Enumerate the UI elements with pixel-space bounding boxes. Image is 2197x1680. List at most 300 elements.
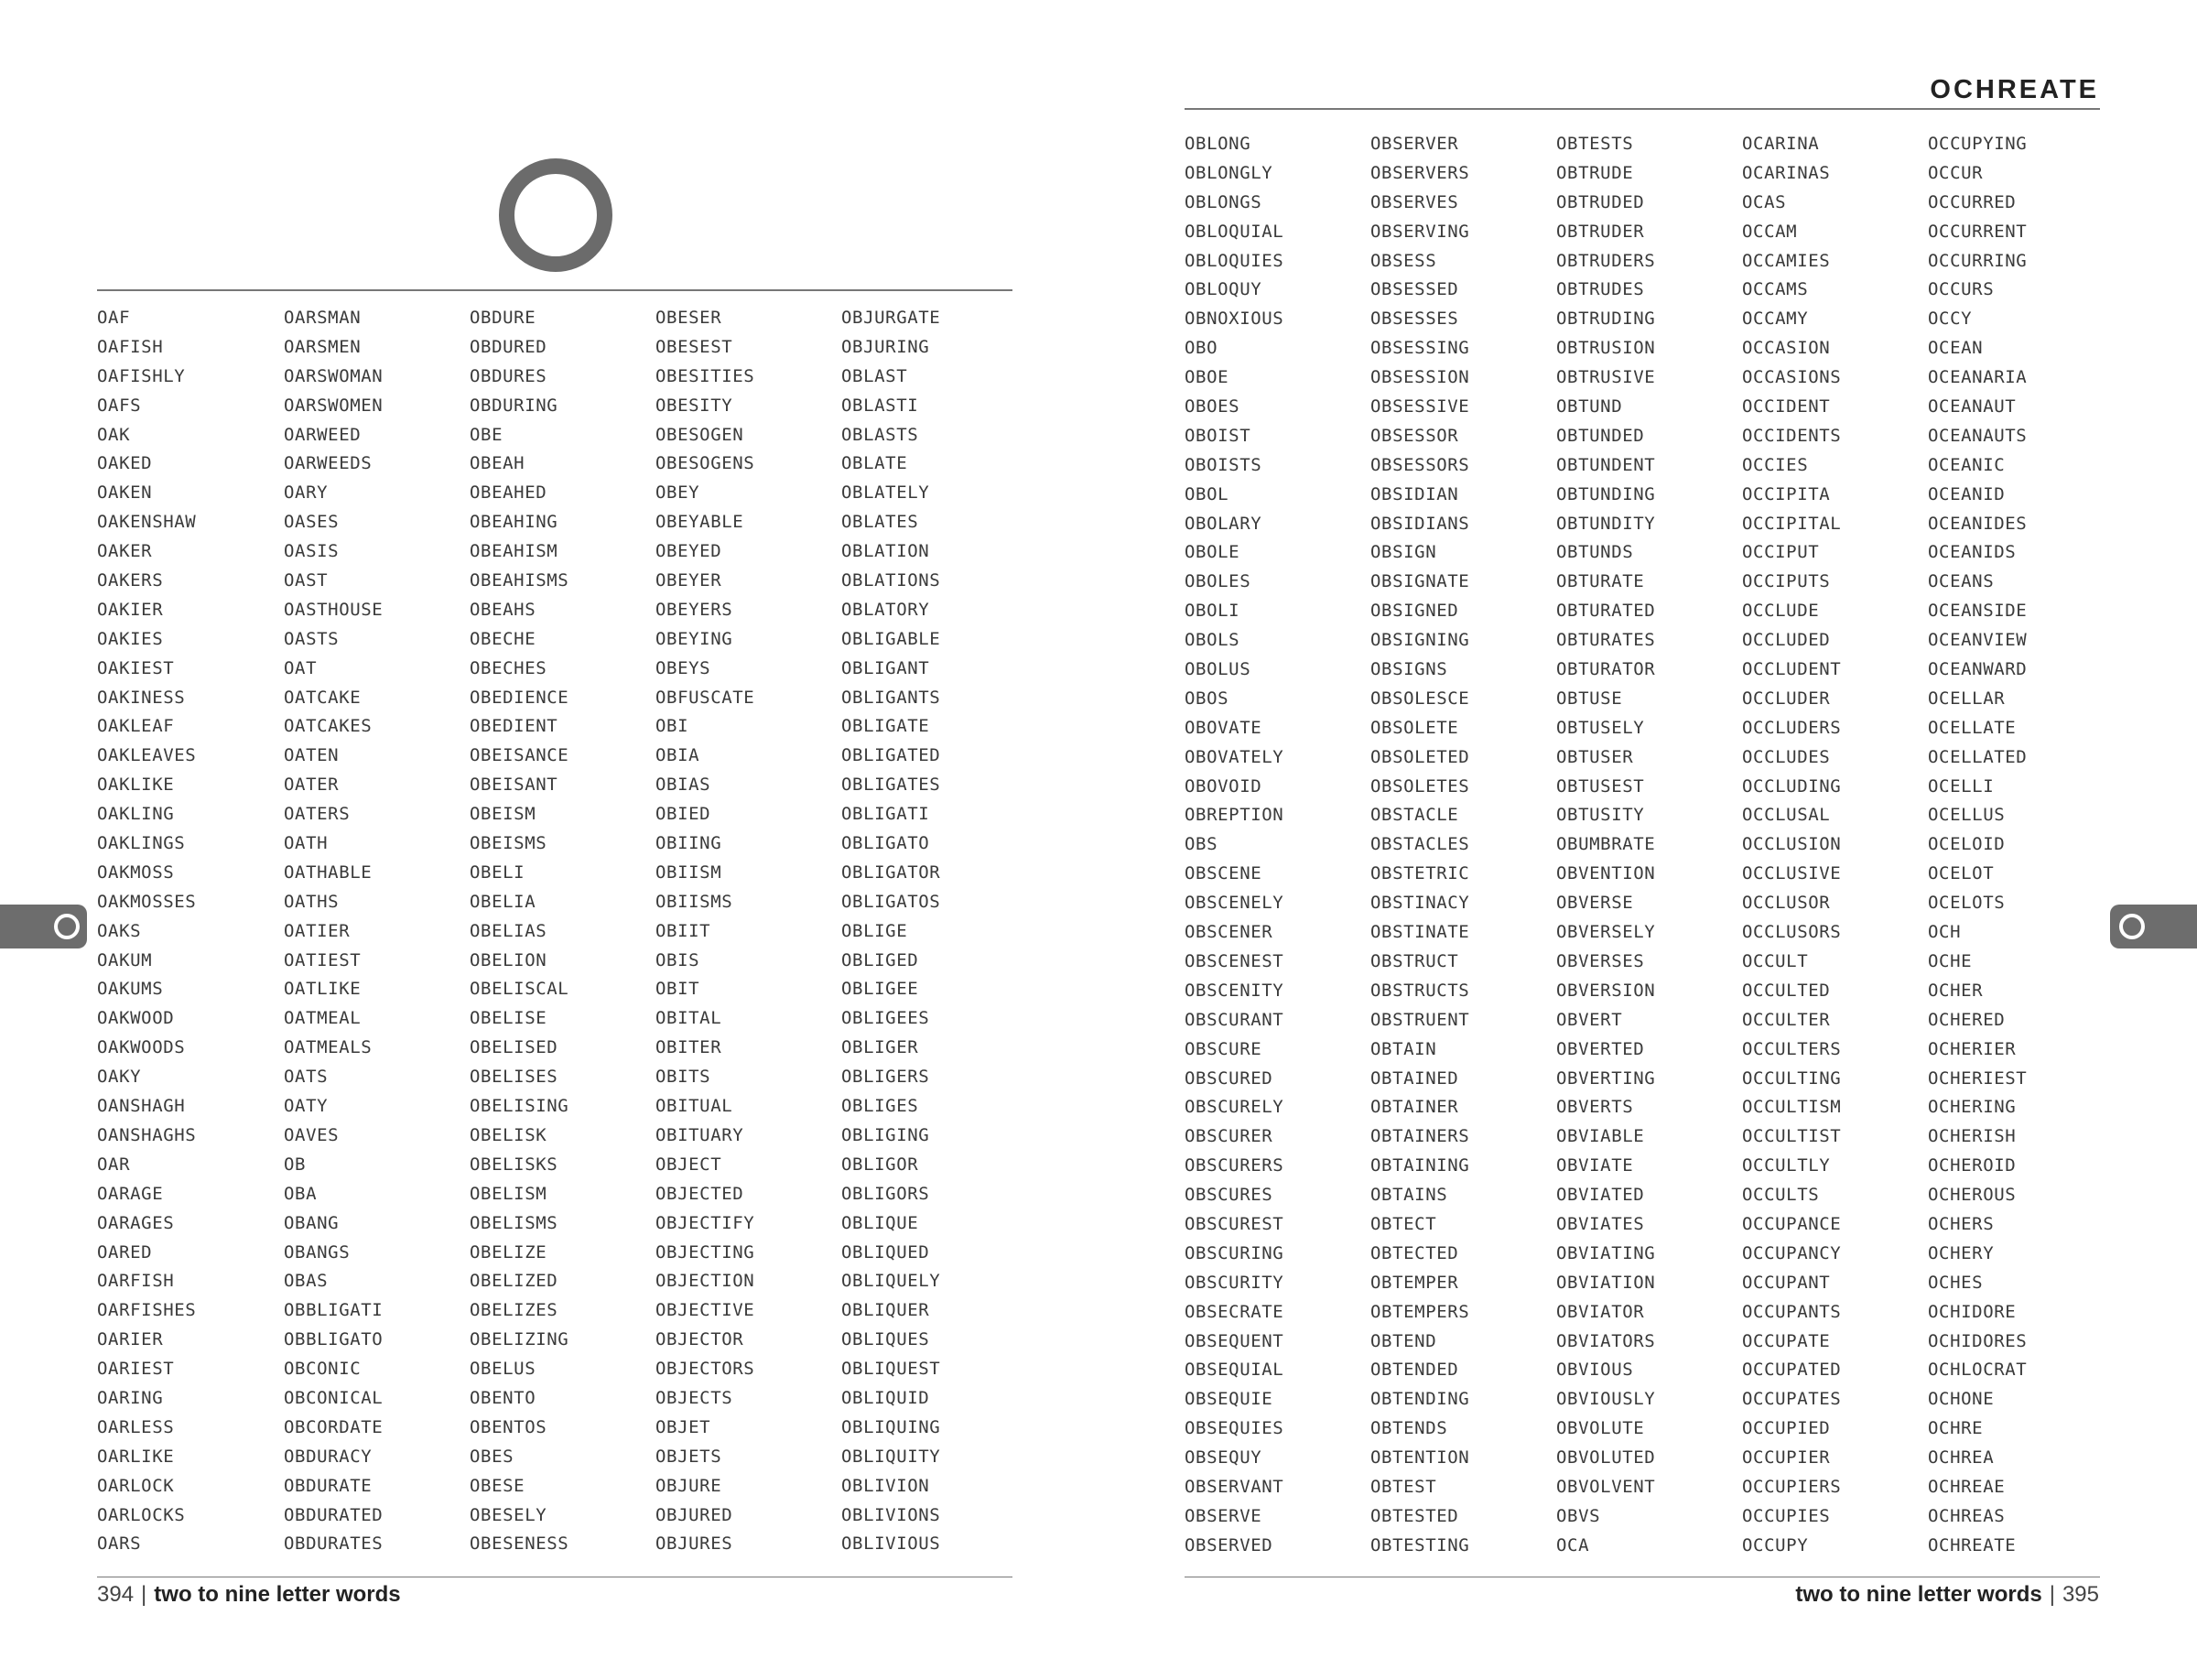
- word-entry: OCCLUSOR: [1742, 893, 1831, 914]
- word-entry: OBSCURING: [1185, 1242, 1284, 1263]
- word-column-3: [470, 304, 568, 1559]
- word-entry: OCHEROID: [1928, 1155, 2017, 1176]
- word-entry: OCCULTISM: [1742, 1097, 1842, 1118]
- word-entry: OBLATE: [841, 453, 908, 474]
- word-entry: OBLIGATOR: [841, 862, 941, 883]
- word-entry: OANSHAGHS: [97, 1124, 197, 1145]
- word-entry: OCELLATED: [1928, 746, 2028, 767]
- word-entry: OCCUR: [1928, 162, 1984, 183]
- word-entry: OBEYERS: [655, 599, 733, 620]
- word-entry: OBLATORY: [841, 599, 930, 620]
- word-entry: OCCUPYING: [1928, 134, 2028, 154]
- word-entry: OBSECRATE: [1185, 1301, 1284, 1322]
- word-entry: OBSERVANT: [1185, 1476, 1284, 1497]
- word-entry: OBTEMPERS: [1370, 1301, 1470, 1322]
- word-entry: OBS: [1185, 834, 1218, 855]
- word-entry: OCEANAUT: [1928, 396, 2017, 417]
- word-entry: OBBLIGATO: [284, 1329, 384, 1350]
- word-entry: OBREPTION: [1185, 805, 1284, 826]
- word-entry: OARFISH: [97, 1271, 175, 1292]
- word-entry: OARAGE: [97, 1183, 164, 1204]
- word-entry: OBLONGS: [1185, 191, 1262, 212]
- word-entry: OBTUSE: [1556, 688, 1623, 709]
- word-entry: OBSCURED: [1185, 1068, 1273, 1089]
- word-entry: OBSESSORS: [1370, 454, 1470, 475]
- word-entry: OBIS: [655, 949, 700, 970]
- word-entry: OBTESTED: [1370, 1505, 1459, 1526]
- word-entry: OBTECT: [1370, 1213, 1437, 1234]
- word-entry: OBVOLUTE: [1556, 1418, 1645, 1439]
- word-entry: OCCUPANTS: [1742, 1301, 1842, 1322]
- word-entry: OBVERTED: [1556, 1038, 1645, 1059]
- word-entry: OCHE: [1928, 950, 1973, 971]
- word-entry: OAKWOODS: [97, 1037, 186, 1058]
- word-entry: OBOS: [1185, 688, 1229, 709]
- word-entry: OCEANARIA: [1928, 367, 2028, 388]
- word-entry: OBVIATE: [1556, 1155, 1634, 1176]
- word-entry: OBUMBRATE: [1556, 834, 1656, 855]
- word-entry: OBSTRUCTS: [1370, 980, 1470, 1001]
- word-entry: OBSTACLES: [1370, 834, 1470, 855]
- word-entry: OATEN: [284, 745, 340, 766]
- word-entry: OBOVATELY: [1185, 746, 1284, 767]
- word-entry: OCCLUDED: [1742, 630, 1831, 651]
- word-entry: OBJETS: [655, 1446, 722, 1467]
- word-entry: OBDURING: [470, 395, 558, 416]
- word-entry: OBTAINED: [1370, 1068, 1459, 1089]
- word-entry: OCCULT: [1742, 950, 1809, 971]
- word-entry: OBTUNDING: [1556, 483, 1656, 504]
- word-column-4: [655, 304, 754, 1559]
- word-entry: OBENTO: [470, 1387, 536, 1408]
- word-entry: OBTUNDS: [1556, 542, 1634, 563]
- word-entry: OBITUAL: [655, 1096, 733, 1117]
- word-entry: OAKMOSS: [97, 862, 175, 883]
- word-entry: OCCLUSION: [1742, 834, 1842, 855]
- word-entry: OBLIQUER: [841, 1300, 930, 1321]
- word-entry: OBVERSELY: [1556, 922, 1656, 943]
- header-rule: [1185, 108, 2100, 110]
- word-entry: OATH: [284, 833, 329, 854]
- word-entry: OBLOQUIES: [1185, 250, 1284, 271]
- word-entry: OBLATELY: [841, 482, 930, 504]
- word-entry: OAKUMS: [97, 979, 164, 1000]
- word-entry: OBLIGANT: [841, 657, 930, 678]
- word-entry: OBTEND: [1370, 1330, 1437, 1351]
- word-entry: OAVES: [284, 1124, 340, 1145]
- word-entry: OBECHES: [470, 657, 547, 678]
- word-entry: OBECHE: [470, 628, 536, 649]
- word-entry: OCCIPUT: [1742, 542, 1820, 563]
- word-entry: OBLIGEES: [841, 1008, 930, 1029]
- word-entry: OBTURATE: [1556, 571, 1645, 592]
- word-entry: OBDURED: [470, 336, 547, 357]
- word-entry: OBJURE: [655, 1475, 722, 1496]
- word-entry: OARLOCK: [97, 1475, 175, 1496]
- word-entry: OCHER: [1928, 980, 1984, 1001]
- word-entry: OCELLUS: [1928, 805, 2006, 826]
- section-letter-o: [499, 158, 612, 272]
- word-entry: OBSCENELY: [1185, 893, 1284, 914]
- word-entry: OBSESS: [1370, 250, 1437, 271]
- word-entry: OBSESSOR: [1370, 425, 1459, 446]
- thumb-tab: [2110, 905, 2197, 948]
- word-entry: OBJECTIVE: [655, 1300, 755, 1321]
- word-entry: OBITER: [655, 1037, 722, 1058]
- word-entry: OBSCURERS: [1185, 1155, 1284, 1176]
- word-entry: OBVIATED: [1556, 1185, 1645, 1206]
- word-entry: OCHRE: [1928, 1418, 1984, 1439]
- word-entry: OCCUPANCY: [1742, 1242, 1842, 1263]
- word-entry: OCHREATE: [1928, 1534, 2017, 1555]
- word-entry: OBSIGNATE: [1370, 571, 1470, 592]
- word-entry: OBEISANT: [470, 775, 558, 796]
- word-entry: OCA: [1556, 1534, 1590, 1555]
- word-entry: OAKLEAVES: [97, 745, 197, 766]
- word-entry: OCEANIDS: [1928, 542, 2017, 563]
- word-entry: OASTS: [284, 628, 340, 649]
- word-entry: OCCLUSORS: [1742, 922, 1842, 943]
- word-entry: OBELI: [470, 862, 525, 883]
- word-entry: OBLIGING: [841, 1124, 930, 1145]
- word-entry: OBVERSES: [1556, 950, 1645, 971]
- word-entry: OBSCENER: [1185, 922, 1273, 943]
- word-entry: OCHERIEST: [1928, 1068, 2028, 1089]
- word-entry: OCHERISH: [1928, 1126, 2017, 1147]
- word-entry: OCCIPITA: [1742, 483, 1831, 504]
- word-entry: OBSCURE: [1185, 1038, 1262, 1059]
- word-entry: OCEANWARD: [1928, 659, 2028, 680]
- word-entry: OARS: [97, 1534, 142, 1555]
- word-entry: OAKLINGS: [97, 833, 186, 854]
- word-entry: OBOVOID: [1185, 775, 1262, 797]
- word-entry: OCCULTLY: [1742, 1155, 1831, 1176]
- word-entry: OBEDIENT: [470, 716, 558, 737]
- word-entry: OB: [284, 1154, 307, 1175]
- word-entry: OBEISMS: [470, 833, 547, 854]
- word-entry: OARSWOMAN: [284, 365, 384, 386]
- word-entry: OAFISHLY: [97, 365, 186, 386]
- word-entry: OBTUSELY: [1556, 717, 1645, 738]
- word-entry: OBESE: [470, 1475, 525, 1496]
- word-entry: OASES: [284, 512, 340, 533]
- word-entry: OBESOGEN: [655, 424, 744, 445]
- word-entry: OCH: [1928, 922, 1962, 943]
- word-entry: OBENTOS: [470, 1416, 547, 1437]
- word-entry: OBE: [470, 424, 503, 445]
- word-entry: OBEAHED: [470, 482, 547, 504]
- word-entry: OBTAINING: [1370, 1155, 1470, 1176]
- word-entry: OBVIATING: [1556, 1242, 1656, 1263]
- word-entry: OCCUPATES: [1742, 1389, 1842, 1410]
- word-entry: OAK: [97, 424, 131, 445]
- word-entry: OCCUPATED: [1742, 1360, 1842, 1381]
- word-entry: OBLONG: [1185, 134, 1251, 154]
- word-entry: OCCLUDERS: [1742, 717, 1842, 738]
- word-entry: OARFISHES: [97, 1300, 197, 1321]
- word-entry: OCEANSIDE: [1928, 601, 2028, 622]
- footer-title: two to nine letter words: [1795, 1582, 2042, 1607]
- word-entry: OBTEST: [1370, 1476, 1437, 1497]
- word-entry: OBI: [655, 716, 689, 737]
- word-entry: OCCULTED: [1742, 980, 1831, 1001]
- word-entry: OBVENTION: [1556, 863, 1656, 884]
- word-column-3: [1556, 130, 1655, 1561]
- word-entry: OBTRUDED: [1556, 191, 1645, 212]
- word-entry: OBTUNDITY: [1556, 513, 1656, 534]
- word-entry: OBLIGATES: [841, 775, 941, 796]
- word-entry: OCCULTING: [1742, 1068, 1842, 1089]
- word-entry: OBTESTS: [1556, 134, 1634, 154]
- word-entry: OCCUPIED: [1742, 1418, 1831, 1439]
- word-entry: OBOL: [1185, 483, 1229, 504]
- word-entry: OCELOID: [1928, 834, 2006, 855]
- word-entry: OBTRUDERS: [1556, 250, 1656, 271]
- word-entry: OCHERIER: [1928, 1038, 2017, 1059]
- word-entry: OCEANID: [1928, 483, 2006, 504]
- word-entry: OBESITY: [655, 395, 733, 416]
- word-entry: OBAS: [284, 1271, 329, 1292]
- word-entry: OCCAMY: [1742, 309, 1809, 330]
- word-entry: OBOE: [1185, 367, 1229, 388]
- word-column-1: [97, 304, 196, 1559]
- word-entry: OBTRUDE: [1556, 162, 1634, 183]
- word-entry: OBLIGEE: [841, 979, 919, 1000]
- word-entry: OBOLARY: [1185, 513, 1262, 534]
- word-entry: OCCUPIERS: [1742, 1476, 1842, 1497]
- word-entry: OBJURING: [841, 336, 930, 357]
- word-entry: OARIEST: [97, 1359, 175, 1380]
- thumb-tab: [0, 905, 87, 948]
- word-entry: OBLIQUES: [841, 1329, 930, 1350]
- word-entry: OBESER: [655, 308, 722, 328]
- word-entry: OBSEQUIES: [1185, 1418, 1284, 1439]
- word-entry: OBELISES: [470, 1067, 558, 1088]
- word-entry: OBVIATORS: [1556, 1330, 1656, 1351]
- word-entry: OBJURGATE: [841, 308, 941, 328]
- word-column-2: [284, 304, 383, 1559]
- word-entry: OCHERS: [1928, 1213, 1995, 1234]
- word-entry: OBESENESS: [470, 1534, 569, 1555]
- word-entry: OBELISM: [470, 1183, 547, 1204]
- word-entry: OCCAMS: [1742, 279, 1809, 300]
- word-entry: OCCIES: [1742, 454, 1809, 475]
- word-entry: OAKINESS: [97, 687, 186, 708]
- word-entry: OBLIGERS: [841, 1067, 930, 1088]
- word-entry: OBVERSE: [1556, 893, 1634, 914]
- word-entry: OBLIGED: [841, 949, 919, 970]
- word-entry: OBJECTIFY: [655, 1212, 755, 1233]
- word-entry: OCHLOCRAT: [1928, 1360, 2028, 1381]
- word-entry: OBTUSEST: [1556, 775, 1645, 797]
- word-entry: OBTENDING: [1370, 1389, 1470, 1410]
- word-entry: OBVIOUS: [1556, 1360, 1634, 1381]
- word-entry: OBDURATE: [284, 1475, 373, 1496]
- running-head: OCHREATE: [1930, 75, 2099, 104]
- word-entry: OCCULTIST: [1742, 1126, 1842, 1147]
- word-entry: OBTRUDER: [1556, 221, 1645, 242]
- word-entry: OAKIER: [97, 599, 164, 620]
- word-entry: OBELUS: [470, 1359, 536, 1380]
- word-entry: OCCAM: [1742, 221, 1798, 242]
- word-entry: OBIING: [655, 833, 722, 854]
- word-entry: OBLASTS: [841, 424, 919, 445]
- page-footer: [1795, 1582, 2099, 1608]
- word-entry: OBLIGATE: [841, 716, 930, 737]
- word-entry: OBLIQUEST: [841, 1359, 941, 1380]
- word-entry: OBELISE: [470, 1008, 547, 1029]
- word-entry: OBVERT: [1556, 1009, 1623, 1030]
- word-entry: OBSTINATE: [1370, 922, 1470, 943]
- word-entry: OBA: [284, 1183, 318, 1204]
- page-footer: [97, 1582, 401, 1608]
- word-entry: OBTESTING: [1370, 1534, 1470, 1555]
- word-entry: OAKWOOD: [97, 1008, 175, 1029]
- word-entry: OCCURRENT: [1928, 221, 2028, 242]
- word-entry: OBEISM: [470, 804, 536, 825]
- word-entry: OBLIGANTS: [841, 687, 941, 708]
- word-entry: OCCLUDENT: [1742, 659, 1842, 680]
- word-entry: OBDURE: [470, 308, 536, 328]
- word-entry: OBVERTS: [1556, 1097, 1634, 1118]
- word-entry: OCCIDENT: [1742, 396, 1831, 417]
- word-entry: OBSOLETES: [1370, 775, 1470, 797]
- word-entry: OCHONE: [1928, 1389, 1995, 1410]
- word-entry: OBLONGLY: [1185, 162, 1273, 183]
- thumb-tab-letter-o: [54, 914, 80, 939]
- word-entry: OBSTETRIC: [1370, 863, 1470, 884]
- word-entry: OBLOQUIAL: [1185, 221, 1284, 242]
- word-entry: OBSEQUENT: [1185, 1330, 1284, 1351]
- word-entry: OBLIVIOUS: [841, 1534, 941, 1555]
- word-entry: OBJECTION: [655, 1271, 755, 1292]
- word-entry: OARWEEDS: [284, 453, 373, 474]
- word-entry: OBDURATED: [284, 1504, 384, 1525]
- word-entry: OCCULTERS: [1742, 1038, 1842, 1059]
- word-entry: OBLIGER: [841, 1037, 919, 1058]
- word-entry: OATMEAL: [284, 1008, 362, 1029]
- word-entry: OCHEROUS: [1928, 1185, 2017, 1206]
- word-entry: OBSEQUY: [1185, 1447, 1262, 1469]
- word-entry: OCELLI: [1928, 775, 1995, 797]
- word-entry: OBSESSING: [1370, 338, 1470, 359]
- word-entry: OCAS: [1742, 191, 1787, 212]
- word-entry: OBELISING: [470, 1096, 569, 1117]
- word-entry: OBVIATOR: [1556, 1301, 1645, 1322]
- word-entry: OASTHOUSE: [284, 599, 384, 620]
- word-entry: OBELIZED: [470, 1271, 558, 1292]
- word-entry: OBTUSER: [1556, 746, 1634, 767]
- word-entry: OBJURED: [655, 1504, 733, 1525]
- word-entry: OBSIGN: [1370, 542, 1437, 563]
- word-entry: OBLASTI: [841, 395, 919, 416]
- word-entry: OARIER: [97, 1329, 164, 1350]
- word-entry: OBESEST: [655, 336, 733, 357]
- page-number: 395: [2062, 1582, 2099, 1607]
- word-entry: OBIT: [655, 979, 700, 1000]
- word-entry: OCEANAUTS: [1928, 425, 2028, 446]
- word-entry: OBELISCAL: [470, 979, 569, 1000]
- word-entry: OBANGS: [284, 1241, 351, 1263]
- word-entry: OARLESS: [97, 1416, 175, 1437]
- word-entry: OCHREA: [1928, 1447, 1995, 1469]
- word-column-1: [1185, 130, 1283, 1561]
- word-entry: OCARINAS: [1742, 162, 1831, 183]
- word-entry: OBEDIENCE: [470, 687, 569, 708]
- word-entry: OBIIT: [655, 920, 711, 941]
- word-entry: OBIA: [655, 745, 700, 766]
- word-entry: OBSCURES: [1185, 1185, 1273, 1206]
- word-entry: OATERS: [284, 804, 351, 825]
- word-entry: OBSOLETED: [1370, 746, 1470, 767]
- word-entry: OBTRUSIVE: [1556, 367, 1656, 388]
- word-entry: OCARINA: [1742, 134, 1820, 154]
- word-entry: OATIEST: [284, 949, 362, 970]
- word-entry: OBEAHS: [470, 599, 536, 620]
- word-entry: OBEAHING: [470, 512, 558, 533]
- word-entry: OBSESSED: [1370, 279, 1459, 300]
- word-entry: OBJECTING: [655, 1241, 755, 1263]
- word-entry: OBTECTED: [1370, 1242, 1459, 1263]
- word-entry: OARY: [284, 482, 329, 504]
- word-entry: OBLATION: [841, 541, 930, 562]
- word-entry: OBLATES: [841, 512, 919, 533]
- word-entry: OBSIDIANS: [1370, 513, 1470, 534]
- word-entry: OBTAIN: [1370, 1038, 1437, 1059]
- word-entry: OCELLATE: [1928, 717, 2017, 738]
- word-entry: OCCLUDE: [1742, 601, 1820, 622]
- word-entry: OCCUPATE: [1742, 1330, 1831, 1351]
- word-entry: OBEAHISM: [470, 541, 558, 562]
- word-entry: OBNOXIOUS: [1185, 309, 1284, 330]
- word-entry: OBSTRUENT: [1370, 1009, 1470, 1030]
- word-entry: OBVOLVENT: [1556, 1476, 1656, 1497]
- word-entry: OBSCENEST: [1185, 950, 1284, 971]
- footer-separator: |: [2049, 1582, 2055, 1607]
- word-entry: OBEYER: [655, 570, 722, 591]
- word-entry: OBELISK: [470, 1124, 547, 1145]
- word-entry: OBLIGORS: [841, 1183, 930, 1204]
- word-entry: OBTENDS: [1370, 1418, 1448, 1439]
- word-entry: OCCAMIES: [1742, 250, 1831, 271]
- word-entry: OBSCURELY: [1185, 1097, 1284, 1118]
- word-entry: OBELION: [470, 949, 547, 970]
- word-entry: OARSWOMEN: [284, 395, 384, 416]
- word-entry: OAKUM: [97, 949, 153, 970]
- word-entry: OAST: [284, 570, 329, 591]
- word-entry: OARWEED: [284, 424, 362, 445]
- word-entry: OAKS: [97, 920, 142, 941]
- word-entry: OBCONICAL: [284, 1387, 384, 1408]
- word-entry: OAKER: [97, 541, 153, 562]
- word-entry: OCHREAS: [1928, 1505, 2006, 1526]
- word-entry: OARED: [97, 1241, 153, 1263]
- word-entry: OATCAKE: [284, 687, 362, 708]
- word-entry: OBLIGABLE: [841, 628, 941, 649]
- word-entry: OBEY: [655, 482, 700, 504]
- word-entry: OBANG: [284, 1212, 340, 1233]
- word-entry: OBJECTORS: [655, 1359, 755, 1380]
- word-entry: OBSIGNED: [1370, 601, 1459, 622]
- word-entry: OBSCURANT: [1185, 1009, 1284, 1030]
- word-entry: OBTAINERS: [1370, 1126, 1470, 1147]
- word-entry: OATHABLE: [284, 862, 373, 883]
- word-entry: OBTEMPER: [1370, 1272, 1459, 1293]
- word-entry: OBLOQUY: [1185, 279, 1262, 300]
- word-entry: OBTURATED: [1556, 601, 1656, 622]
- word-entry: OCHIDORES: [1928, 1330, 2028, 1351]
- word-entry: OBES: [470, 1446, 514, 1467]
